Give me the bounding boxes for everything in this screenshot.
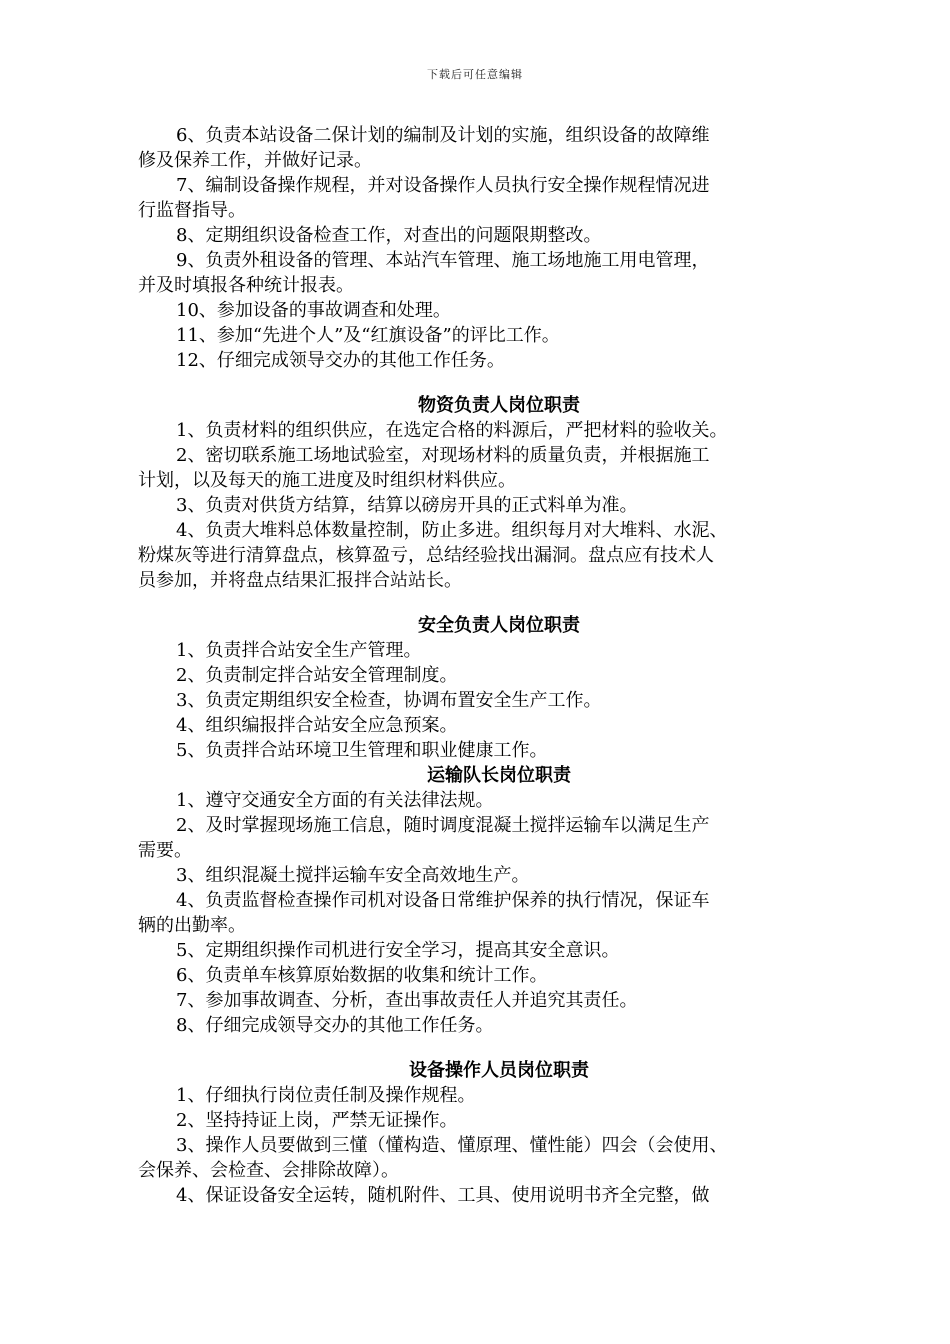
paragraph-line: 4、负责监督检查操作司机对设备日常维护保养的执行情况，保证车 [176, 890, 710, 911]
paragraph-line: 8、定期组织设备检查工作，对查出的问题限期整改。 [176, 225, 602, 246]
paragraph-line: 粉煤灰等进行清算盘点，核算盈亏，总结经验找出漏洞。盘点应有技术人 [138, 545, 714, 566]
paragraph-line: 7、编制设备操作规程，并对设备操作人员执行安全操作规程情况进 [176, 175, 710, 196]
paragraph-line: 2、密切联系施工场地试验室，对现场材料的质量负责，并根据施工 [176, 445, 710, 466]
page-header: 下载后可任意编辑 [427, 68, 523, 81]
section-heading: 运输队长岗位职责 [427, 765, 571, 786]
paragraph-line: 3、负责定期组织安全检查，协调布置安全生产工作。 [176, 690, 602, 711]
paragraph-line: 7、参加事故调查、分析，查出事故责任人并追究其责任。 [176, 990, 638, 1011]
paragraph-line: 1、仔细执行岗位责任制及操作规程。 [176, 1085, 476, 1106]
paragraph-line: 5、定期组织操作司机进行安全学习，提高其安全意识。 [176, 940, 620, 961]
paragraph-line: 6、负责单车核算原始数据的收集和统计工作。 [176, 965, 548, 986]
paragraph-line: 计划，以及每天的施工进度及时组织材料供应。 [138, 470, 516, 491]
paragraph-line: 辆的出勤率。 [138, 915, 246, 936]
paragraph-line: 4、保证设备安全运转，随机附件、工具、使用说明书齐全完整，做 [176, 1185, 710, 1206]
paragraph-line: 4、负责大堆料总体数量控制，防止多进。组织每月对大堆料、水泥、 [176, 520, 728, 541]
paragraph-line: 1、负责材料的组织供应，在选定合格的料源后，严把材料的验收关。 [176, 420, 728, 441]
paragraph-line: 2、坚持持证上岗，严禁无证操作。 [176, 1110, 458, 1131]
paragraph-line: 修及保养工作，并做好记录。 [138, 150, 372, 171]
section-heading: 物资负责人岗位职责 [418, 395, 580, 416]
paragraph-line: 5、负责拌合站环境卫生管理和职业健康工作。 [176, 740, 548, 761]
section-spacer [138, 373, 860, 393]
paragraph-line: 会保养、会检查、会排除故障）。 [138, 1160, 399, 1181]
paragraph-line: 4、组织编报拌合站安全应急预案。 [176, 715, 458, 736]
paragraph-line: 2、负责制定拌合站安全管理制度。 [176, 665, 458, 686]
paragraph-line: 并及时填报各种统计报表。 [138, 275, 354, 296]
paragraph-line: 行监督指导。 [138, 200, 246, 221]
paragraph-line: 8、仔细完成领导交办的其他工作任务。 [176, 1015, 494, 1036]
section-heading: 安全负责人岗位职责 [418, 615, 580, 636]
paragraph-line: 2、及时掌握现场施工信息，随时调度混凝土搅拌运输车以满足生产 [176, 815, 710, 836]
paragraph-line: 1、负责拌合站安全生产管理。 [176, 640, 422, 661]
paragraph-line: 3、组织混凝土搅拌运输车安全高效地生产。 [176, 865, 530, 886]
paragraph-line: 11、参加“先进个人”及“红旗设备”的评比工作。 [176, 325, 560, 346]
paragraph-line: 9、负责外租设备的管理、本站汽车管理、施工场地施工用电管理， [176, 250, 710, 271]
paragraph-line: 12、仔细完成领导交办的其他工作任务。 [176, 350, 505, 371]
section-spacer [138, 1038, 860, 1058]
section-spacer [138, 593, 860, 613]
paragraph-line: 6、负责本站设备二保计划的编制及计划的实施，组织设备的故障维 [176, 125, 710, 146]
paragraph-line: 3、操作人员要做到三懂（懂构造、懂原理、懂性能）四会（会使用、 [176, 1135, 728, 1156]
paragraph-line: 需要。 [138, 840, 192, 861]
paragraph-line: 3、负责对供货方结算，结算以磅房开具的正式料单为准。 [176, 495, 638, 516]
paragraph-line: 员参加，并将盘点结果汇报拌合站站长。 [138, 570, 462, 591]
document-body [138, 123, 860, 1208]
paragraph-line: 10、参加设备的事故调查和处理。 [176, 300, 451, 321]
section-heading: 设备操作人员岗位职责 [409, 1060, 589, 1081]
paragraph-line: 1、遵守交通安全方面的有关法律法规。 [176, 790, 494, 811]
